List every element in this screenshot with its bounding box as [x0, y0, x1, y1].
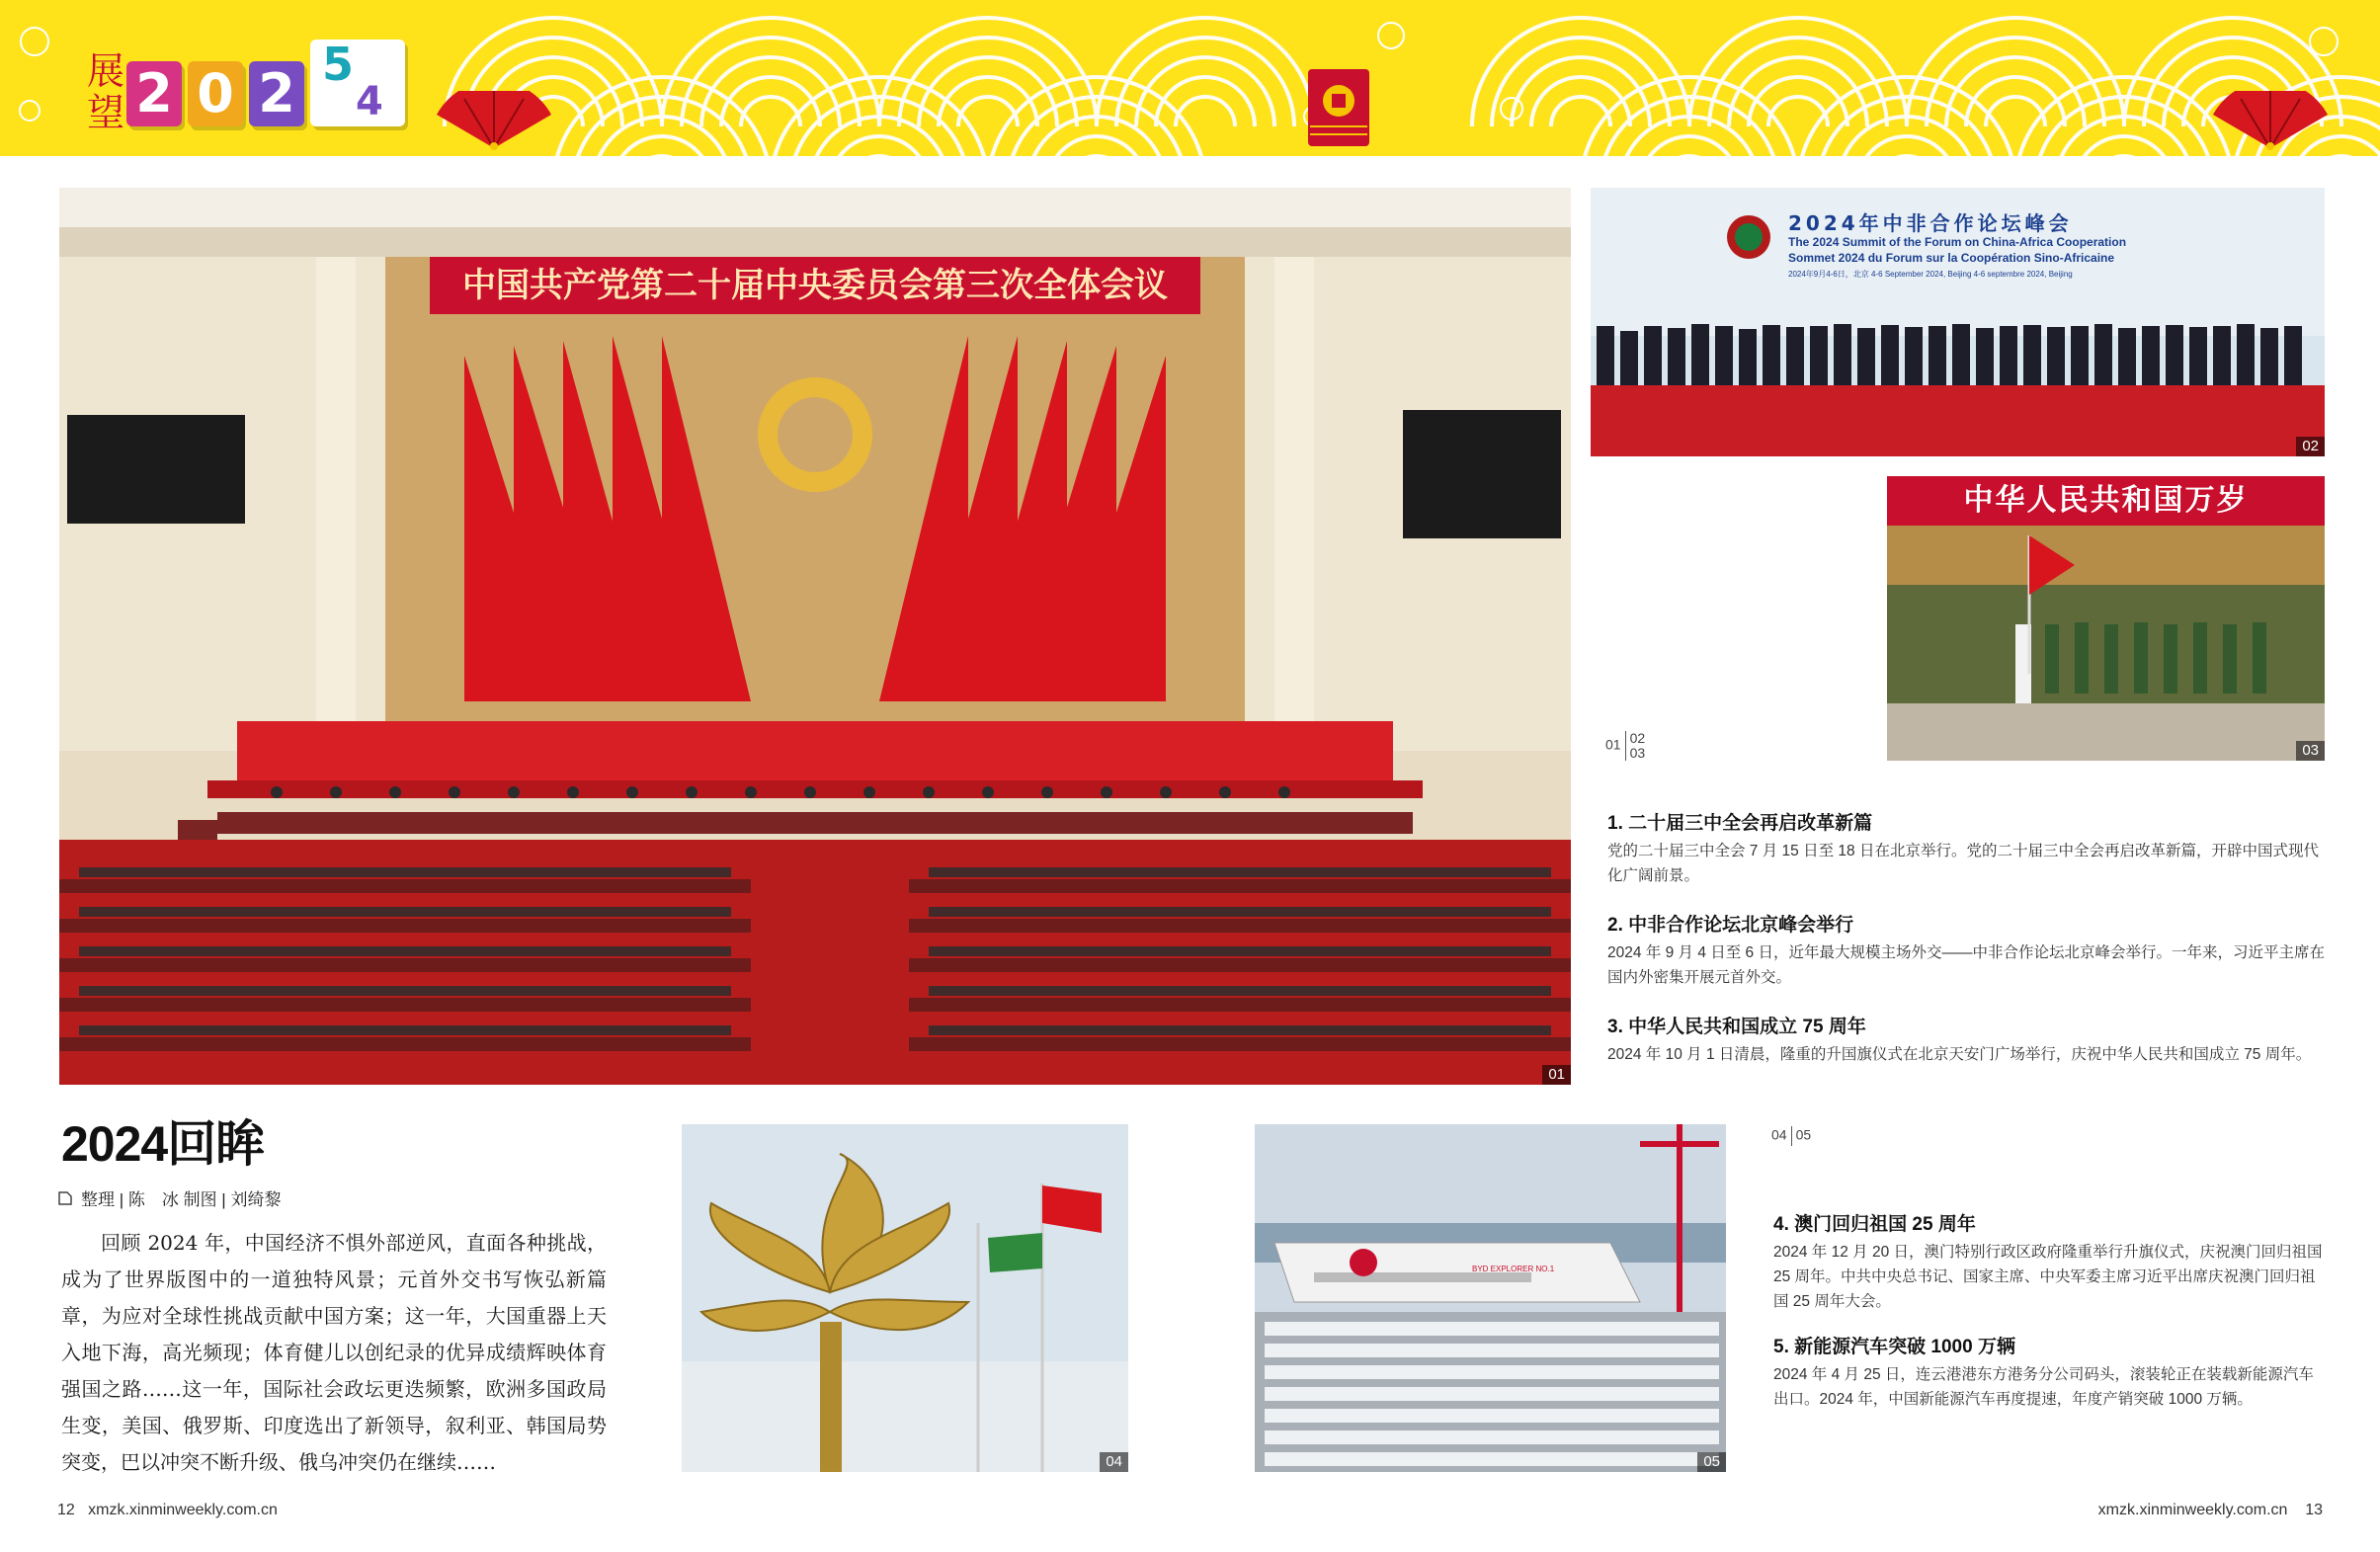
caption-1: [1607, 808, 2325, 888]
caption-4: [1773, 1209, 2327, 1314]
golden-lotus-illustration: [682, 1124, 1128, 1472]
photo-index-mid: [1771, 1126, 1811, 1146]
year-last-top: 5: [322, 38, 355, 91]
caption-1-body: 党的二十届三中全会 7 月 15 日至 18 日在北京举行。党的二十届三中全会再启改革新篇，开辟中国式现代化广阔前景。: [1607, 843, 2319, 884]
photo-index-top: [1605, 731, 1645, 761]
year-last-bottom: 4: [356, 79, 383, 124]
focac-title-en: The 2024 Summit of the Forum on China-Africa Cooperation: [1788, 235, 2127, 249]
index-02: 02: [1629, 730, 1646, 746]
year-digit-3: 2: [249, 61, 304, 126]
red-envelope-icon: [1304, 67, 1373, 148]
page-number-right: 13: [2305, 1502, 2323, 1518]
caption-5-title: 5. 新能源汽车突破 1000 万辆: [1773, 1337, 2015, 1357]
index-01: 01: [1605, 736, 1621, 753]
article-body: 回顾 2024 年，中国经济不惧外部逆风，直面各种挑战，成为了世界版图中的一道独特风景；元首外交书写恢弘新篇章，为应对全球性挑战贡献中国方案；这一年，大国重器上天入地下海，高光频现；体育健儿以创纪录的优异成绩辉映体育强国之路……这一年，国际社会政坛更迭频繁，欧洲多国政局生变，美国、俄罗斯、印度选出了新领导，叙利亚、韩国局势突变，巴以冲突不断升级、俄乌冲突仍在继续……: [61, 1231, 607, 1474]
caption-2: [1607, 910, 2325, 990]
photo-number-03: 03: [2296, 741, 2325, 761]
photo-national-day-flag-raising: [1887, 476, 2325, 761]
photo-number-04: 04: [1100, 1452, 1128, 1472]
photo-number-01: 01: [1542, 1065, 1571, 1085]
car-carrier-illustration: [1255, 1124, 1726, 1472]
caption-2-title: 2. 中非合作论坛北京峰会举行: [1607, 915, 1854, 936]
header-kanji-wang: 望: [87, 91, 125, 134]
caption-5-body: 2024 年 4 月 25 日，连云港港东方港务分公司码头，滚装轮正在装载新能源汽车出口。2024 年，中国新能源汽车再度提速，年度产销突破 1000 万辆。: [1773, 1366, 2314, 1408]
focac-title-fr: Sommet 2024 du Forum sur la Coopération Sino-Africaine: [1788, 251, 2115, 265]
caption-3-body: 2024 年 10 月 1 日清晨，隆重的升国旗仪式在北京天安门广场举行，庆祝中华人民共和国成立 75 周年。: [1607, 1046, 2312, 1063]
captions-bottom-group: [1773, 1209, 2327, 1412]
article-title: 2024回眸: [61, 1116, 265, 1172]
index-05: 05: [1795, 1126, 1812, 1143]
page-number-left: 12: [57, 1502, 75, 1518]
photo-number-05: 05: [1697, 1452, 1726, 1472]
header-kanji-zhan: 展: [87, 49, 125, 93]
pen-icon: [55, 1188, 75, 1208]
plenary-hall-illustration: [59, 188, 1571, 1085]
ship-name-text: BYD EXPLORER NO.1: [1472, 1265, 1555, 1273]
caption-4-title: 4. 澳门回归祖国 25 周年: [1773, 1214, 1976, 1235]
photo-focac-summit: [1591, 188, 2325, 456]
plenary-banner-text: 中国共产党第二十届中央委员会第三次全体会议: [462, 266, 1168, 305]
folding-fan-icon-left: [435, 91, 553, 150]
index-03: 03: [1629, 745, 1646, 761]
index-04: 04: [1771, 1126, 1787, 1143]
focac-title-cn: 2024年中非合作论坛峰会: [1788, 211, 2073, 235]
photo-number-02: 02: [2296, 437, 2325, 456]
focac-date-line: 2024年9月4-6日，北京 4-6 September 2024, Beijing 4-6 septembre 2024, Beijing: [1788, 270, 2073, 279]
photo-plenary-session: [59, 188, 1571, 1085]
year-flip-block: [310, 40, 405, 126]
footer-right: [2098, 1502, 2323, 1519]
caption-5: [1773, 1332, 2327, 1412]
caption-1-title: 1. 二十届三中全会再启改革新篇: [1607, 813, 1873, 834]
photo-macau-lotus: [682, 1124, 1128, 1472]
footer-left: [57, 1502, 278, 1519]
year-digit-1: 2: [126, 61, 182, 126]
photo-nev-port: [1255, 1124, 1726, 1472]
caption-4-body: 2024 年 12 月 20 日，澳门特别行政区政府隆重举行升旗仪式，庆祝澳门回归祖国 25 周年。中共中央总书记、国家主席、中央军委主席习近平出席庆祝澳门回归祖国 25 周年大会。: [1773, 1244, 2323, 1310]
caption-3: [1607, 1012, 2325, 1067]
national-day-banner-text: 中华人民共和国万岁: [1963, 483, 2249, 518]
footer-url-left: xmzk.xinminweekly.com.cn: [88, 1502, 278, 1518]
year-digit-2: 0: [188, 61, 243, 126]
captions-top-group: [1607, 808, 2325, 1067]
caption-2-body: 2024 年 9 月 4 日至 6 日，近年最大规模主场外交——中非合作论坛北京峰会举行。一年来，习近平主席在国内外密集开展元首外交。: [1607, 944, 2325, 986]
article-byline: [55, 1185, 281, 1210]
header-band: [0, 0, 2380, 156]
folding-fan-icon-right: [2211, 91, 2330, 150]
footer-url-right: xmzk.xinminweekly.com.cn: [2097, 1502, 2288, 1518]
caption-3-title: 3. 中华人民共和国成立 75 周年: [1607, 1017, 1866, 1037]
byline-text: 整理 | 陈 冰 制图 | 刘绮黎: [81, 1190, 282, 1209]
